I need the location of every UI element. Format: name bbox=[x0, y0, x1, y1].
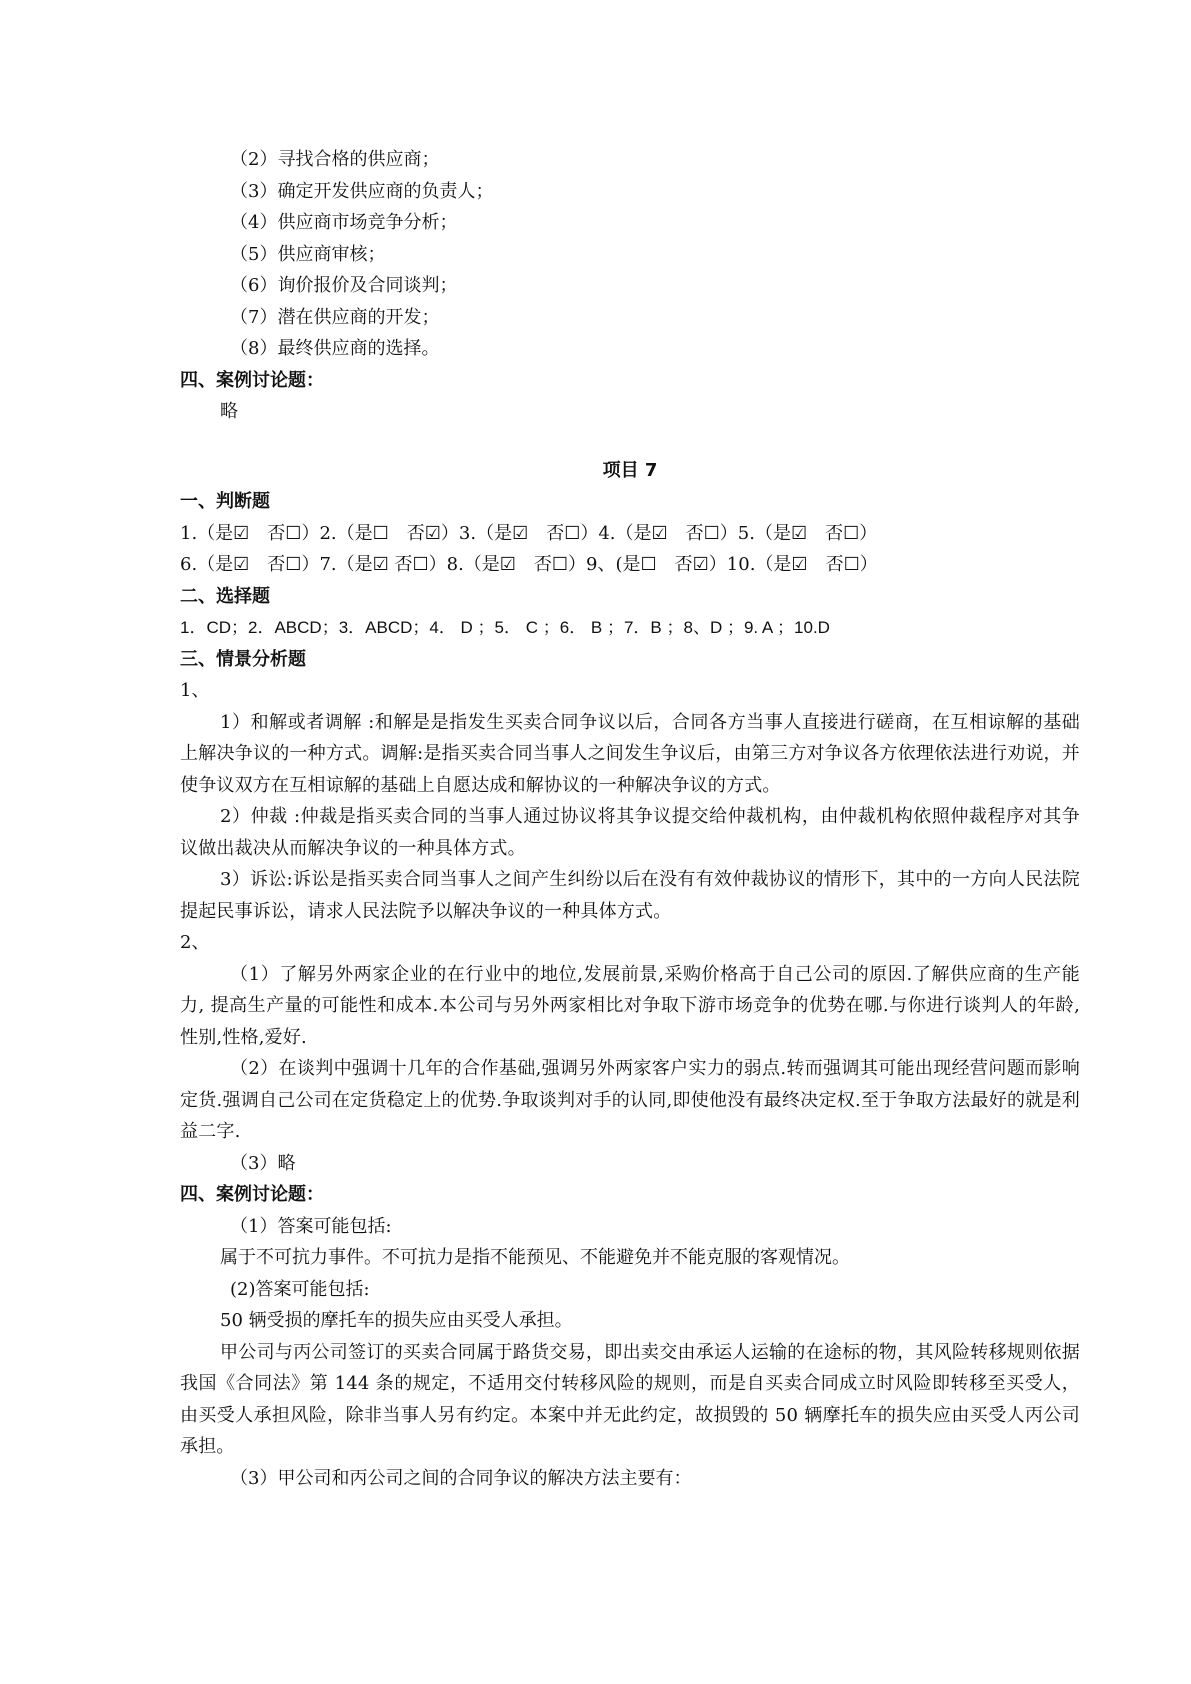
paragraph: 2）仲裁 :仲裁是指买卖合同的当事人通过协议将其争议提交给仲裁机构，由仲裁机构依照仲裁程序对其争议做出裁决从而解决争议的一种具体方式。 bbox=[180, 806, 1080, 859]
judge-answers-line-1: 1.（是☑ 否☐）2.（是☐ 否☑）3.（是☑ 否☐）4.（是☑ 否☐）5.（是☑ 否☐） bbox=[180, 522, 878, 544]
list-item: （7）潜在供应商的开发； bbox=[230, 306, 440, 328]
list-item: （2）寻找合格的供应商； bbox=[230, 149, 440, 170]
section-heading: 四、案例讨论题： bbox=[180, 1184, 324, 1205]
section-heading: 四、案例讨论题： bbox=[180, 369, 324, 391]
paragraph: （3）甲公司和丙公司之间的合同争议的解决方法主要有： bbox=[230, 1467, 692, 1489]
paragraph: (2)答案可能包括: bbox=[230, 1278, 370, 1300]
list-item: （8）最终供应商的选择。 bbox=[230, 338, 440, 359]
section-heading: 一、判断题 bbox=[180, 491, 270, 512]
page-title: 项目 7 bbox=[602, 459, 658, 481]
paragraph: 属于不可抗力事件。不可抗力是指不能预见、不能避免并不能克服的客观情况。 bbox=[220, 1247, 850, 1268]
list-item: （3）确定开发供应商的负责人； bbox=[230, 180, 494, 202]
paragraph: 50 辆受损的摩托车的损失应由买受人承担。 bbox=[220, 1310, 573, 1331]
question-label: 1、 bbox=[180, 680, 210, 701]
section-heading: 二、选择题 bbox=[180, 585, 270, 607]
paragraph: 1）和解或者调解 :和解是是指发生买卖合同争议以后，合同各方当事人直接进行磋商，在互相谅解的基础上解决争议的一种方式。调解:是指买卖合同当事人之间发生争议后，由第三方对争议各方依理依法进行劝说，并使争议双方在互相谅解的基础上自愿达成和解协议的一种解决争议的方式。 bbox=[180, 711, 1080, 796]
choice-answers-line: 1．CD；2．ABCD；3．ABCD；4． D ；5． C ；6． B ；7．B ；8、D ；9. A ；10.D bbox=[180, 618, 830, 637]
paragraph: （3）略 bbox=[230, 1152, 296, 1174]
paragraph: （1）了解另外两家企业的在行业中的地位,发展前景,采购价格高于自己公司的原因.了解供应商的生产能力, 提高生产量的可能性和成本.本公司与另外两家相比对争取下游市场竞争的优势在哪.与你进行谈判人的年龄,性别,性格,爱好. bbox=[180, 963, 1080, 1048]
list-item: （6）询价报价及合同谈判； bbox=[230, 275, 458, 296]
paragraph: （2）在谈判中强调十几年的合作基础,强调另外两家客户实力的弱点.转而强调其可能出现经营问题而影响定货.强调自己公司在定货稳定上的优势.争取谈判对手的认同,即使他没有最终决定权.至于争取方法最好的就是利益二字. bbox=[180, 1058, 1080, 1142]
paragraph: 甲公司与丙公司签订的买卖合同属于路货交易，即出卖交由承运人运输的在途标的物，其风险转移规则依据我国《合同法》第 144 条的规定，不适用交付转移风险的规则，而是自买卖合同成立时风险即转移至买受人，由买受人承担风险，除非当事人另有约定。本案中并无此约定，故损毁的 50 辆摩托车的损失应由买受人丙公司承担。 bbox=[180, 1341, 1080, 1457]
paragraph: 3）诉讼:诉讼是指买卖合同当事人之间产生纠纷以后在没有有效仲裁协议的情形下，其中的一方向人民法院提起民事诉讼，请求人民法院予以解决争议的一种具体方式。 bbox=[180, 869, 1080, 922]
question-label: 2、 bbox=[180, 932, 210, 953]
list-item: （5）供应商审核； bbox=[230, 243, 386, 265]
judge-answers-line-2: 6.（是☑ 否☐）7.（是☑ 否☐）8.（是☑ 否☐）9、(是☐ 否☑）10.（是☑ 否☐） bbox=[180, 554, 878, 575]
section-heading: 三、情景分析题 bbox=[180, 648, 306, 670]
section-text: 略 bbox=[220, 401, 238, 422]
list-item: （4）供应商市场竞争分析； bbox=[230, 212, 458, 233]
document-content bbox=[180, 144, 1080, 1494]
paragraph: （1）答案可能包括: bbox=[230, 1215, 392, 1237]
